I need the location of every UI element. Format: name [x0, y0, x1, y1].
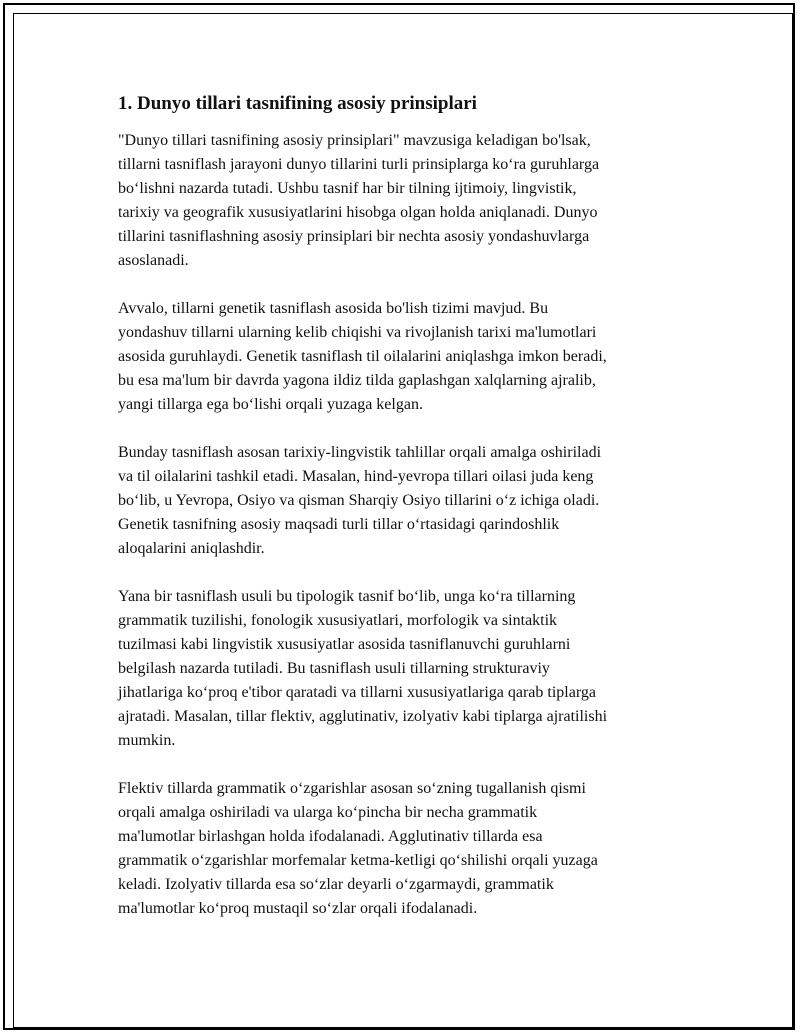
document-title: 1. Dunyo tillari tasnifining asosiy prinsiplari — [118, 93, 477, 114]
paragraph-2: Avvalo, tillarni genetik tasniflash asosida bo'lish tizimi mavjud. Bu yondashuv tillarni ularning kelib chiqishi va rivojlanish tarixi ma'lumotlari asosida guruhlaydi. Genetik tasniflash til oilalarini aniqlashga imkon beradi, bu esa ma'lum bir davrda yagona ildiz tilda gaplashgan xalqlarning ajralib, yangi tillarga ega bo‘lishi orqali yuzaga kelgan. — [118, 300, 607, 413]
paragraph-1: "Dunyo tillari tasnifining asosiy prinsiplari" mavzusiga keladigan bo'lsak, tillarni tasniflash jarayoni dunyo tillarini turli prinsiplarga ko‘ra guruhlarga bo‘lishni nazarda tutadi. Ushbu tasnif har bir tilning ijtimoiy, lingvistik, tarixiy va geografik xususiyatlarini hisobga olgan holda aniqlanadi. Dunyo tillarini tasniflashning asosiy prinsiplari bir nechta asosiy yondashuvlarga asoslanadi. — [118, 132, 600, 269]
paragraph-4: Yana bir tasniflash usuli bu tipologik tasnif bo‘lib, unga ko‘ra tillarning grammatik tuzilishi, fonologik xususiyatlari, morfologik va sintaktik tuzilmasi kabi lingvistik xususiyatlar asosida tasniflanuvchi guruhlarni belgilash nazarda tutiladi. Bu tasniflash usuli tillarning strukturaviy jihatlariga ko‘proq e'tibor qaratadi va tillarni xususiyatlariga qarab tiplarga ajratadi. Masalan, tillar flektiv, agglutinativ, izolyativ kabi tiplarga ajratilishi mumkin. — [118, 588, 608, 749]
paragraph-3: Bunday tasniflash asosan tarixiy-lingvistik tahlillar orqali amalga oshiriladi va til oilalarini tashkil etadi. Masalan, hind-yevropa tillari oilasi juda keng bo‘lib, u Yevropa, Osiyo va qisman Sharqiy Osiyo tillarini o‘z ichiga oladi. Genetik tasnifning asosiy maqsadi turli tillar o‘rtasidagi qarindoshlik aloqalarini aniqlashdir. — [118, 444, 602, 557]
document-body — [118, 92, 688, 945]
paragraph-5: Flektiv tillarda grammatik o‘zgarishlar asosan so‘zning tugallanish qismi orqali amalga oshiriladi va ularga ko‘pincha bir necha grammatik ma'lumotlar birlashgan holda ifodalanadi. Agglutinativ tillarda esa grammatik o‘zgarishlar morfemalar ketma-ketligi qo‘shilishi orqali yuzaga keladi. Izolyativ tillarda esa so‘zlar deyarli o‘zgarmaydi, grammatik ma'lumotlar ko‘proq mustaqil so‘zlar orqali ifodalanadi. — [118, 780, 598, 917]
